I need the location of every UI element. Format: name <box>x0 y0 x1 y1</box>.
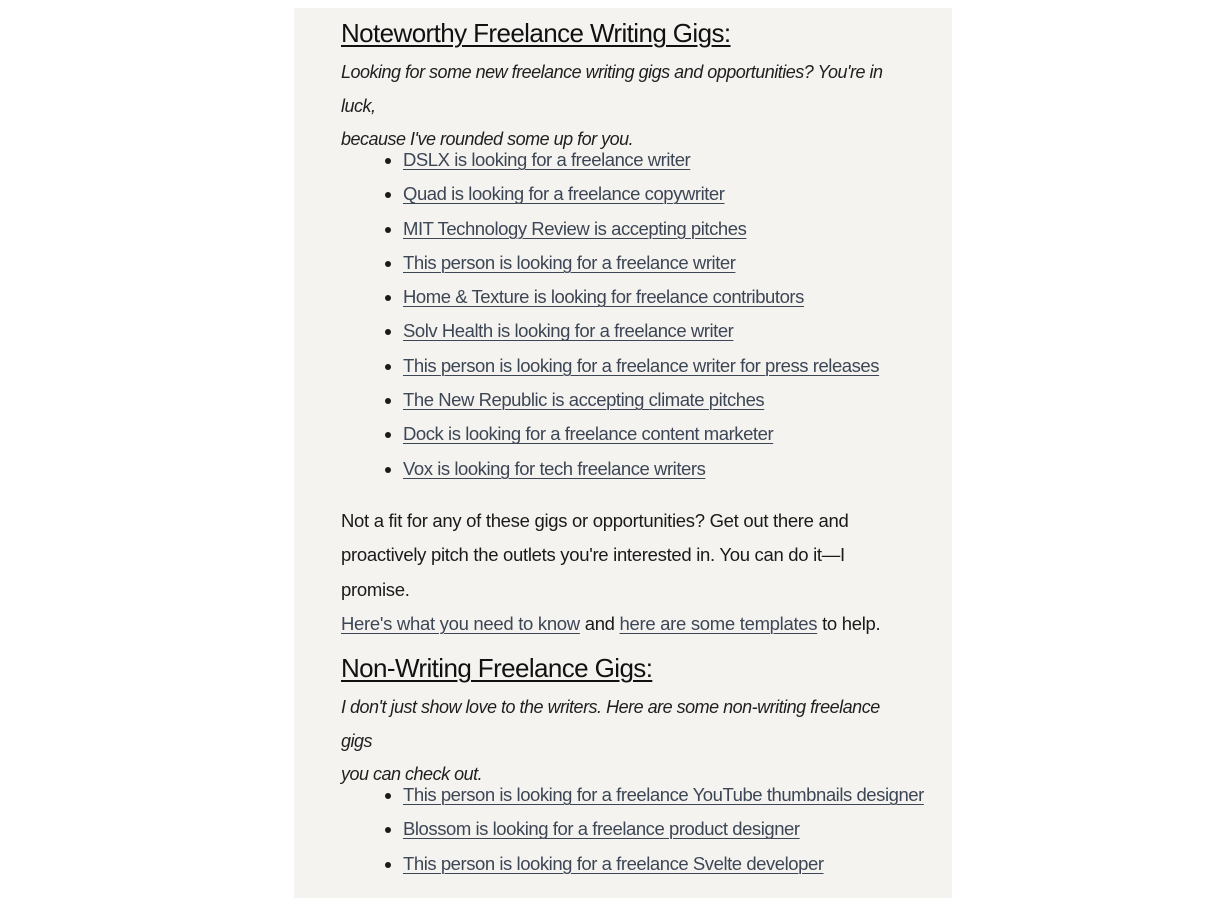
list-item <box>403 212 968 246</box>
list-item <box>403 177 968 211</box>
list-item <box>403 812 968 846</box>
list-item <box>403 349 968 383</box>
paragraph-tail: to help. <box>817 612 881 634</box>
writing-gigs-list <box>341 143 968 486</box>
gig-link-svelte-developer[interactable]: This person is looking for a freelance Svelte developer <box>403 852 824 874</box>
intro-line: because I've rounded some up for you. <box>341 129 634 149</box>
gig-link-new-republic[interactable]: The New Republic is accepting climate pitches <box>403 389 765 411</box>
paragraph-connector: and <box>579 612 620 634</box>
paragraph-line: proactively pitch the outlets you're interested in. You can do it—I promise. <box>341 544 845 600</box>
list-item <box>403 778 968 812</box>
list-item <box>403 452 968 486</box>
section-heading-non-writing-gigs: Non-Writing Freelance Gigs: <box>341 653 653 683</box>
list-item <box>403 383 968 417</box>
templates-link[interactable]: here are some templates <box>619 612 818 634</box>
section-intro-noteworthy <box>341 56 906 157</box>
section-intro-non-writing <box>341 691 906 792</box>
article-panel <box>294 8 952 898</box>
intro-line: Looking for some new freelance writing gigs and opportunities? You're in luck, <box>341 62 883 116</box>
gig-link-press-releases[interactable]: This person is looking for a freelance writer for press releases <box>403 354 880 376</box>
gig-link-vox[interactable]: Vox is looking for tech freelance writers <box>403 457 706 479</box>
list-item <box>403 143 968 177</box>
non-writing-gigs-list <box>341 778 968 881</box>
gig-link-solv-health[interactable]: Solv Health is looking for a freelance writer <box>403 320 734 342</box>
list-item <box>403 314 968 348</box>
gig-link-youtube-thumbnails-designer[interactable]: This person is looking for a freelance YouTube thumbnails designer <box>403 784 924 805</box>
what-you-need-to-know-link[interactable]: Here's what you need to know <box>341 612 580 634</box>
list-item <box>403 280 968 314</box>
gig-link-blossom[interactable]: Blossom is looking for a freelance product designer <box>403 818 800 840</box>
pitch-advice-paragraph <box>341 504 906 641</box>
intro-line: I don't just show love to the writers. Here are some non-writing freelance gigs <box>341 697 880 751</box>
gig-link-mit-technology-review[interactable]: MIT Technology Review is accepting pitches <box>403 217 747 239</box>
list-item <box>403 847 968 881</box>
gig-link-dock[interactable]: Dock is looking for a freelance content marketer <box>403 423 774 445</box>
intro-line: you can check out. <box>341 764 483 784</box>
gig-link-freelance-writer[interactable]: This person is looking for a freelance writer <box>403 251 736 273</box>
list-item <box>403 246 968 280</box>
paragraph-line: Not a fit for any of these gigs or opportunities? Get out there and <box>341 510 849 531</box>
section-heading-noteworthy-writing-gigs: Noteworthy Freelance Writing Gigs: <box>341 18 731 48</box>
gig-link-home-texture[interactable]: Home & Texture is looking for freelance contributors <box>403 286 804 308</box>
list-item <box>403 417 968 451</box>
gig-link-quad[interactable]: Quad is looking for a freelance copywriter <box>403 183 725 205</box>
gig-link-dslx[interactable]: DSLX is looking for a freelance writer <box>403 149 691 170</box>
